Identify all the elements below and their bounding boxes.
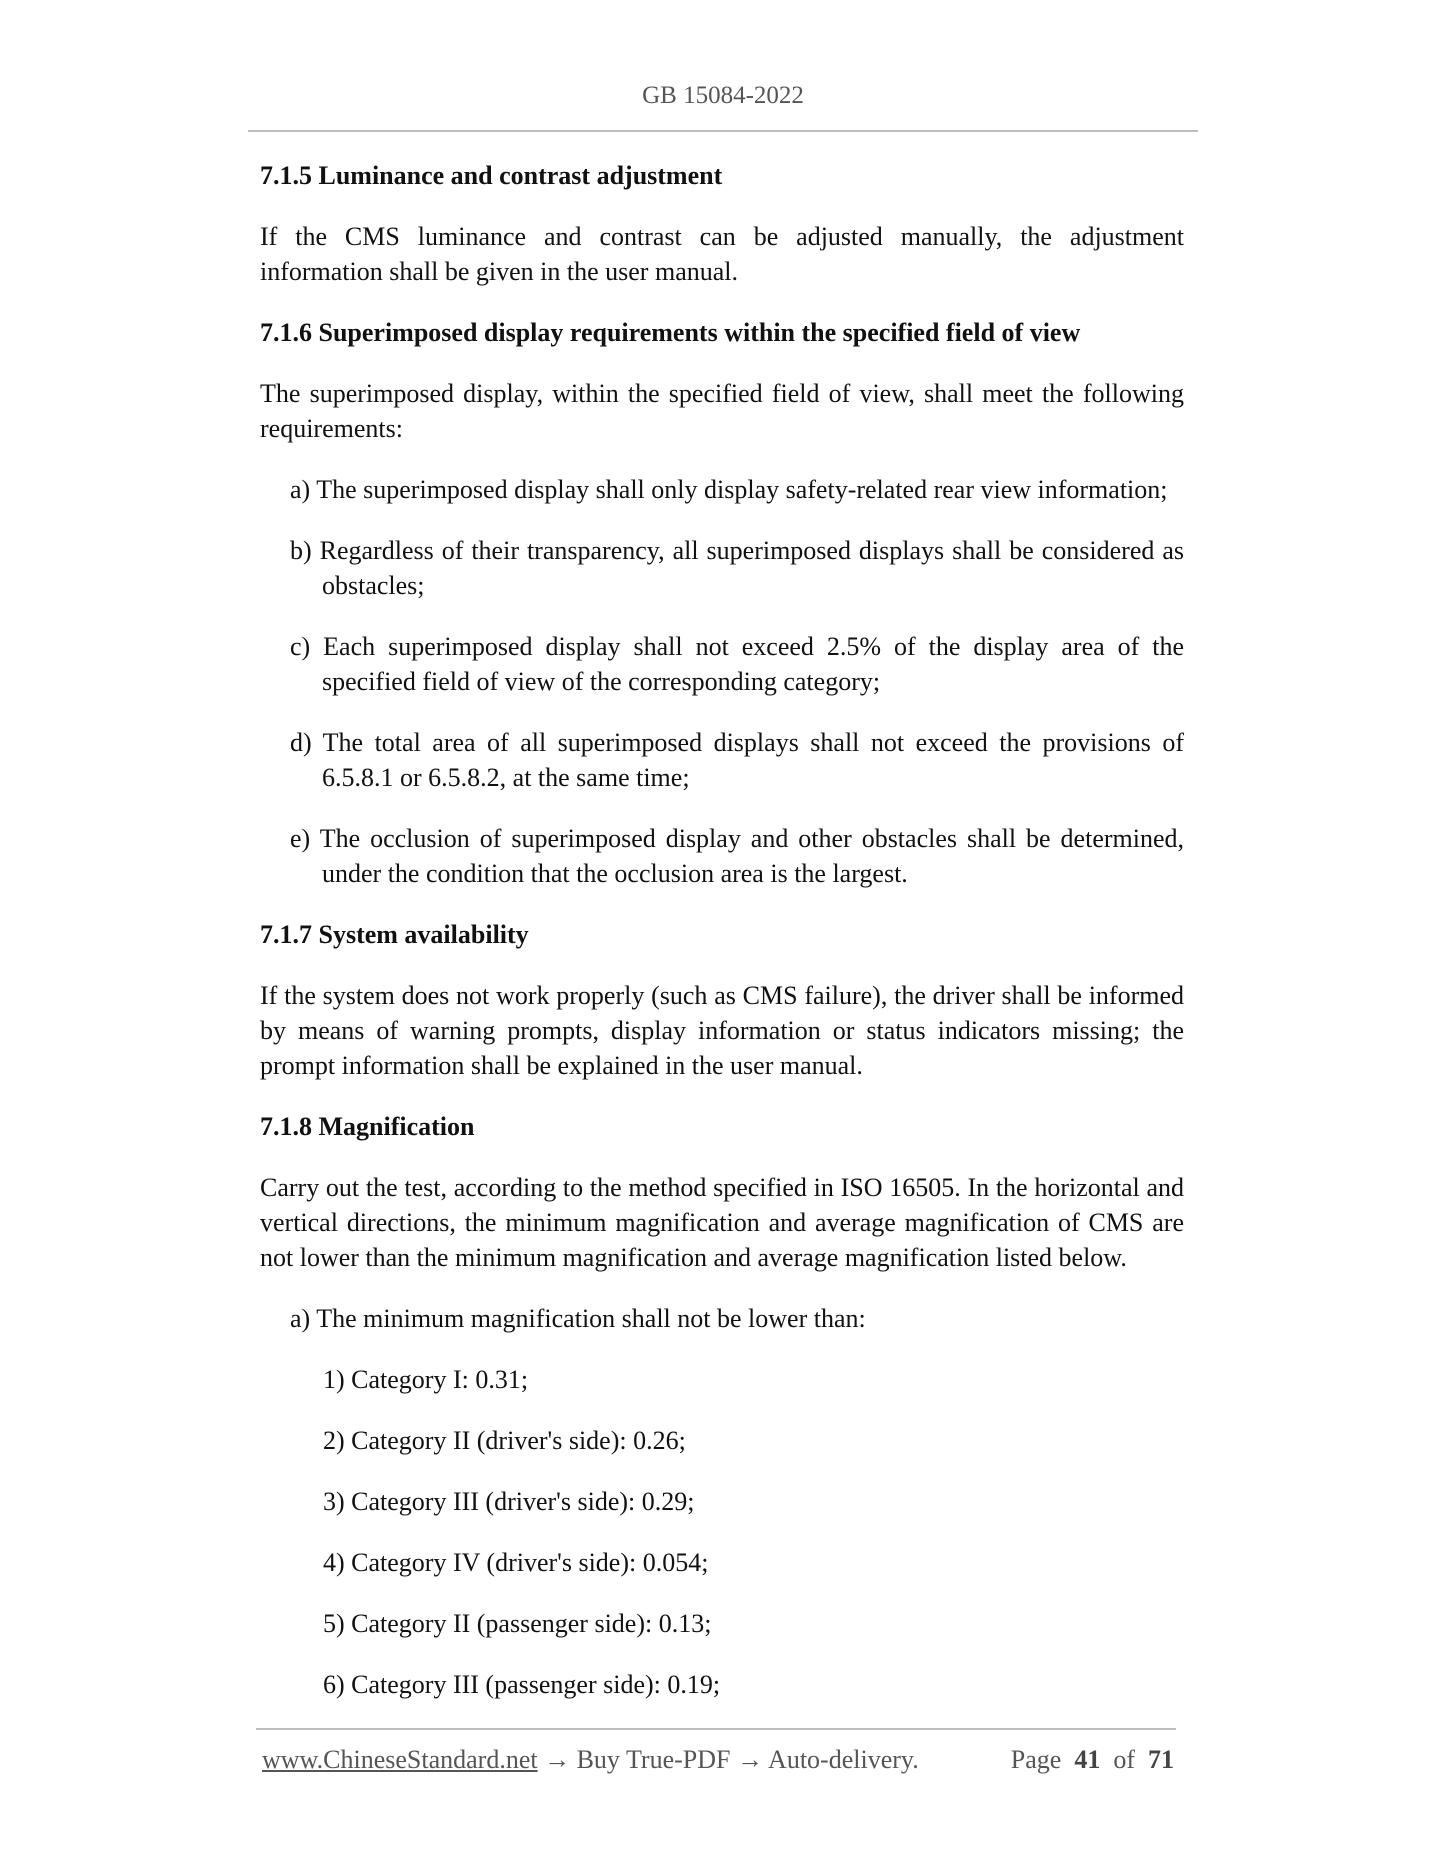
paragraph-7-1-6: The superimposed display, within the specified field of view, shall meet the following requirements: <box>260 379 1184 443</box>
footer-left <box>262 1745 919 1775</box>
sub-list-item: 4) Category IV (driver's side): 0.054; <box>323 1548 709 1577</box>
list-item: c) Each superimposed display shall not exceed 2.5% of the display area of the specified field of view of the corresponding category; <box>290 632 1184 696</box>
of-label: of <box>1113 1745 1135 1774</box>
footer-promo: → Buy True-PDF → Auto-delivery. <box>537 1745 919 1774</box>
site-link[interactable]: www.ChineseStandard.net <box>262 1745 538 1774</box>
heading-7-1-7: 7.1.7 System availability <box>260 920 529 949</box>
footer-rule <box>256 1728 1176 1730</box>
page-label: Page <box>1010 1745 1062 1774</box>
page-content <box>260 158 1184 1702</box>
sub-list-item: 2) Category II (driver's side): 0.26; <box>323 1426 686 1455</box>
header-doc-id: GB 15084-2022 <box>642 82 804 109</box>
sub-list-item: 1) Category I: 0.31; <box>323 1365 529 1394</box>
list-item: a) The minimum magnification shall not be lower than: <box>290 1304 866 1333</box>
sub-list-item: 6) Category III (passenger side): 0.19; <box>323 1670 721 1699</box>
list-item: e) The occlusion of superimposed display and other obstacles shall be determined, under the condition that the occlusion area is the largest. <box>290 824 1184 888</box>
paragraph-7-1-7: If the system does not work properly (such as CMS failure), the driver shall be informed by means of warning prompts, display information or status indicators missing; the prompt information shall be explained in the user manual. <box>260 981 1184 1080</box>
total-pages: 71 <box>1148 1745 1174 1774</box>
page-indicator <box>1011 1745 1174 1775</box>
heading-7-1-8: 7.1.8 Magnification <box>260 1112 475 1141</box>
heading-7-1-6: 7.1.6 Superimposed display requirements within the specified field of view <box>260 318 1081 347</box>
page-number: 41 <box>1074 1745 1101 1774</box>
footer <box>262 1745 1174 1781</box>
sub-list-item: 5) Category II (passenger side): 0.13; <box>323 1609 712 1638</box>
paragraph-7-1-8: Carry out the test, according to the method specified in ISO 16505. In the horizontal and vertical directions, the minimum magnification and average magnification of CMS are not lower than the minimum magnification and average magnification listed below. <box>260 1173 1184 1272</box>
sub-list-item: 3) Category III (driver's side): 0.29; <box>323 1487 695 1516</box>
header-rule <box>248 130 1198 132</box>
list-item: a) The superimposed display shall only display safety-related rear view information; <box>290 475 1168 504</box>
heading-7-1-5: 7.1.5 Luminance and contrast adjustment <box>260 161 723 190</box>
list-item: b) Regardless of their transparency, all superimposed displays shall be considered as obstacles; <box>290 536 1184 600</box>
paragraph-7-1-5: If the CMS luminance and contrast can be adjusted manually, the adjustment information shall be given in the user manual. <box>260 222 1184 286</box>
list-item: d) The total area of all superimposed displays shall not exceed the provisions of 6.5.8.1 or 6.5.8.2, at the same time; <box>290 728 1184 792</box>
